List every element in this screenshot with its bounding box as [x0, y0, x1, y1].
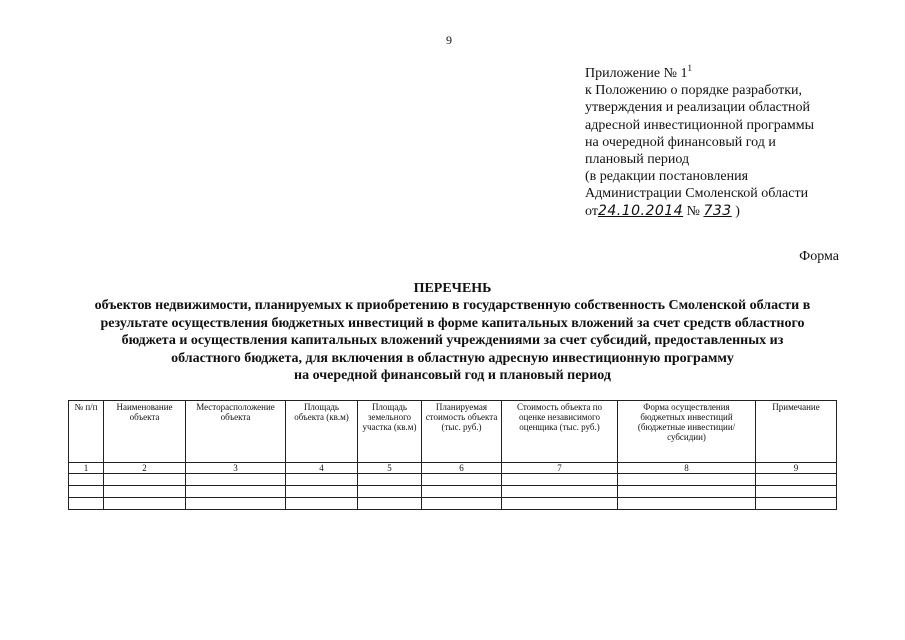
table-cell: [756, 498, 837, 510]
column-number-cell: 6: [422, 463, 502, 474]
header-cell: № п/п: [69, 401, 104, 463]
form-label: Форма: [799, 249, 839, 264]
table-cell: [422, 498, 502, 510]
header-cell: Стоимость объекта по оценке независимого оценщика (тыс. руб.): [502, 401, 618, 463]
table-row: [69, 498, 837, 510]
appendix-line: (в редакции постановления: [585, 169, 749, 185]
appendix-line: Администрации Смоленской области: [585, 186, 809, 202]
column-number-cell: 9: [756, 463, 837, 474]
closing-paren: ): [735, 203, 740, 219]
column-number-cell: 4: [286, 463, 358, 474]
table-cell: [186, 486, 286, 498]
table-header-row: [69, 401, 837, 463]
table-cell: [286, 486, 358, 498]
table-cell: [502, 474, 618, 486]
table-cell: [422, 486, 502, 498]
table-cell: [502, 498, 618, 510]
table-cell: [618, 486, 756, 498]
appendix-superscript: 1: [687, 63, 692, 73]
table-cell: [618, 498, 756, 510]
document-subtitle: [0, 297, 905, 385]
appendix-date-line: [585, 203, 814, 220]
table-cell: [502, 486, 618, 498]
subtitle-line: объектов недвижимости, планируемых к приобретению в государственную собственность Смоленской области в: [94, 298, 811, 313]
header-cell: Наименование объекта: [104, 401, 186, 463]
table-cell: [186, 474, 286, 486]
header-cell: Примечание: [756, 401, 837, 463]
table-cell: [69, 486, 104, 498]
header-cell: Форма осуществления бюджетных инвестиций (бюджетные инвестиции/ субсидии): [618, 401, 756, 463]
column-number-cell: 1: [69, 463, 104, 474]
table-cell: [286, 474, 358, 486]
appendix-title: Приложение № 1: [585, 66, 688, 81]
column-number-cell: 3: [186, 463, 286, 474]
subtitle-line: областного бюджета, для включения в областную адресную инвестиционную программу: [171, 350, 734, 366]
objects-table: [68, 400, 837, 510]
number-prefix: №: [686, 203, 700, 219]
column-number-row: [69, 463, 837, 474]
appendix-line: плановый период: [585, 152, 690, 168]
table-cell: [104, 486, 186, 498]
table-cell: [69, 498, 104, 510]
header-cell: Планируемая стоимость объекта (тыс. руб.): [422, 401, 502, 463]
table-row: [69, 474, 837, 486]
appendix-line: адресной инвестиционной программы: [585, 117, 815, 133]
column-number-cell: 8: [618, 463, 756, 474]
table-cell: [756, 474, 837, 486]
table-cell: [286, 498, 358, 510]
document-title: ПЕРЕЧЕНЬ: [413, 281, 492, 296]
date-prefix: от: [585, 203, 598, 219]
subtitle-line: на очередной финансовый год и плановый период: [294, 368, 611, 383]
empty-rows: [69, 474, 837, 510]
table-row: [69, 486, 837, 498]
table-cell: [756, 486, 837, 498]
subtitle-line: результате осуществления бюджетных инвестиций в форме капитальных вложений за счет средств областного: [100, 315, 805, 331]
table-cell: [358, 474, 422, 486]
subtitle-line: бюджета и осуществления капитальных вложений учреждениями за счет субсидий, предоставленных из: [121, 333, 784, 348]
header-cell: Месторасположение объекта: [186, 401, 286, 463]
table-cell: [104, 474, 186, 486]
appendix-line: на очередной финансовый год и: [585, 134, 776, 150]
table-cell: [422, 474, 502, 486]
table-cell: [69, 474, 104, 486]
handwritten-number: 733: [703, 202, 732, 219]
table-cell: [358, 486, 422, 498]
table-cell: [618, 474, 756, 486]
column-number-cell: 5: [358, 463, 422, 474]
column-number-cell: 7: [502, 463, 618, 474]
table-cell: [186, 498, 286, 510]
appendix-line: к Положению о порядке разработки,: [585, 83, 803, 99]
header-cell: Площадь земельного участка (кв.м): [358, 401, 422, 463]
header-cell: Площадь объекта (кв.м): [286, 401, 358, 463]
appendix-line: утверждения и реализации областной: [585, 100, 810, 116]
handwritten-date: 24.10.2014: [597, 202, 684, 219]
column-number-cell: 2: [104, 463, 186, 474]
page-number: 9: [446, 33, 452, 47]
appendix-title-line: [585, 60, 814, 82]
table-cell: [358, 498, 422, 510]
table-cell: [104, 498, 186, 510]
appendix-block: [585, 60, 814, 220]
